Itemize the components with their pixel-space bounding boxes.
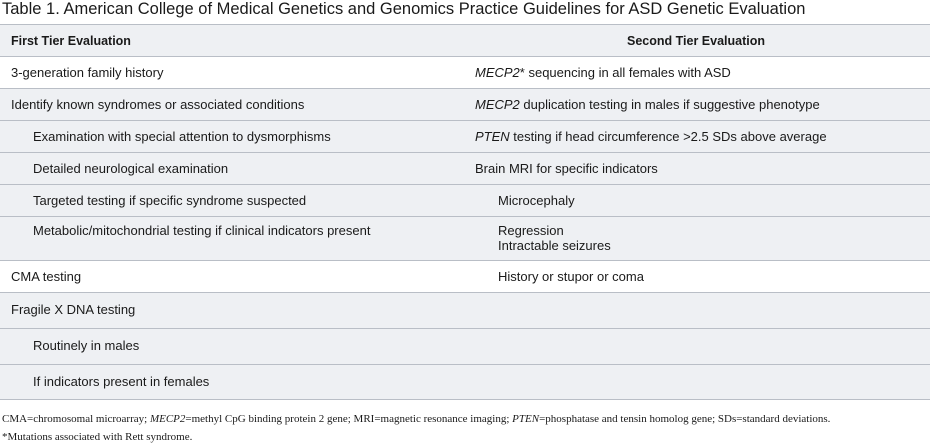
table-row	[0, 153, 930, 185]
second-tier-cell: Regression	[498, 223, 564, 238]
table-row	[0, 329, 930, 365]
first-tier-cell: Targeted testing if specific syndrome suspected	[33, 193, 307, 208]
table-title	[2, 0, 805, 18]
second-tier-cell: Microcephaly	[498, 193, 575, 208]
gene-name: MECP2	[475, 65, 520, 80]
second-tier-cell: History or stupor or coma	[498, 269, 644, 284]
first-tier-cell: If indicators present in females	[33, 374, 210, 389]
table-header-row	[0, 24, 930, 57]
table-row	[0, 293, 930, 329]
table-title-text: American College of Medical Genetics and Genomics Practice Guidelines for ASD Genetic Evaluation	[63, 0, 806, 18]
table-label: Table 1.	[2, 0, 60, 18]
first-tier-cell: Fragile X DNA testing	[11, 302, 136, 317]
table-row	[0, 217, 930, 261]
first-tier-cell: CMA testing	[11, 269, 82, 284]
table-footnotes	[2, 410, 830, 444]
first-tier-cell: 3-generation family history	[11, 65, 164, 80]
asterisk-footnote: *Mutations associated with Rett syndrome.	[2, 431, 193, 443]
second-tier-cell: PTEN testing if head circumference >2.5 SDs above average	[475, 129, 827, 144]
abbreviations-footnote: CMA=chromosomal microarray; MECP2=methyl CpG binding protein 2 gene; MRI=magnetic resonance imaging; PTEN=phosphatase and tensin homolog gene; SDs=standard deviations.	[2, 413, 831, 425]
first-tier-cell: Metabolic/mitochondrial testing if clinical indicators present	[33, 223, 371, 238]
first-tier-cell: Detailed neurological examination	[33, 161, 229, 176]
gene-name: PTEN	[475, 129, 510, 144]
guidelines-table	[0, 24, 930, 400]
second-tier-cell-line2: Intractable seizures	[498, 238, 611, 253]
table-row	[0, 89, 930, 121]
first-tier-cell: Examination with special attention to dysmorphisms	[33, 129, 331, 144]
table-row	[0, 261, 930, 293]
second-tier-cell: Brain MRI for specific indicators	[475, 161, 658, 176]
second-tier-cell: MECP2* sequencing in all females with ASD	[475, 65, 731, 80]
first-tier-cell: Routinely in males	[33, 338, 140, 353]
header-first-tier: First Tier Evaluation	[11, 34, 131, 48]
first-tier-cell: Identify known syndromes or associated conditions	[11, 97, 305, 112]
header-second-tier: Second Tier Evaluation	[627, 34, 766, 48]
table-row	[0, 57, 930, 89]
table-row	[0, 365, 930, 400]
table-row	[0, 121, 930, 153]
gene-name: MECP2	[475, 97, 520, 112]
second-tier-cell: MECP2 duplication testing in males if suggestive phenotype	[475, 97, 820, 112]
table-row	[0, 185, 930, 217]
